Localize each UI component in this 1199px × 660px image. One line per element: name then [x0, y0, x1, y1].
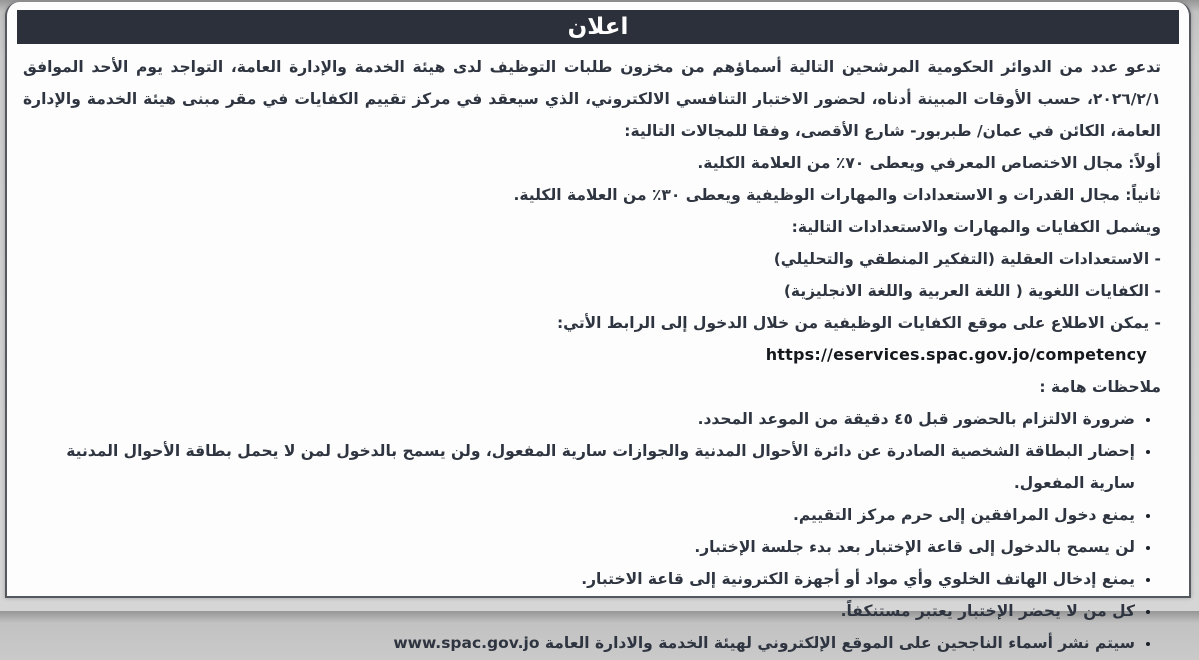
announcement-title: اعلان: [567, 14, 629, 40]
second-field-line: ثانياً: مجال القدرات و الاستعدادات والمهارات الوظيفية ويعطى ٣٠٪ من العلامة الكلية.: [513, 186, 1161, 204]
note-item: • يمنع إدخال الهاتف الخلوي وأي مواد أو أجهزة الكترونية إلى قاعة الاختبار.: [23, 563, 1135, 595]
note-item: • كل من لا يحضر الإختبار يعتبر مستنكفاً.: [23, 595, 1135, 627]
notes-heading: ملاحظات هامة :: [1039, 378, 1161, 396]
scanned-page: [5, 2, 1191, 652]
note-item: • إحضار البطاقة الشخصية الصادرة عن دائرة الأحوال المدنية والجوازات سارية المفعول، ولن يسمح بالدخول لمن لا يحمل بطاقة الأحوال المدنية سارية المفعول.: [23, 435, 1135, 499]
site-access-line: - يمكن الاطلاع على موقع الكفايات الوظيفية من خلال الدخول إلى الرابط الأتي:: [556, 314, 1161, 332]
announcement-banner: [17, 10, 1179, 44]
includes-line: ويشمل الكفايات والمهارات والاستعدادات التالية:: [791, 218, 1161, 236]
competency-url: https://eservices.spac.gov.jo/competency: [765, 345, 1147, 364]
mental-aptitudes-line: - الاستعدادات العقلية (التفكير المنطقي والتحليلي): [773, 250, 1161, 268]
note-item: • لن يسمح بالدخول إلى قاعة الإختبار بعد بدء جلسة الإختبار.: [23, 531, 1135, 563]
first-field-line: أولاً: مجال الاختصاص المعرفي ويعطى ٧٠٪ من العلامة الكلية.: [697, 154, 1161, 172]
note-item: • ضرورة الالتزام بالحضور قبل ٤٥ دقيقة من الموعد المحدد.: [23, 403, 1135, 435]
note-item: • يمنع دخول المرافقين إلى حرم مركز التقييم.: [23, 499, 1135, 531]
intro-paragraph: تدعو عدد من الدوائر الحكومية المرشحين التالية أسماؤهم من مخزون طلبات التوظيف لدى هيئة الخدمة والإدارة العامة، التواجد يوم الأحد الموافق ٢٠٢٦/٢/١، حسب الأوقات المبينة أدناه، لحضور الاختبار التنافسي الالكتروني، الذي سيعقد في مركز تقييم الكفايات في مقر مبنى هيئة الخدمة والإدارة العامة، الكائن في عمان/ طبربور- شارع الأقصى، وفقا للمجالات التالية:: [23, 58, 1161, 140]
note-item: • سيتم نشر أسماء الناجحين على الموقع الإلكتروني لهيئة الخدمة والادارة العامة www.spac.gov.jo: [23, 627, 1135, 659]
announcement-body: [7, 44, 1189, 659]
language-competencies-line: - الكفايات اللغوية ( اللغة العربية واللغة الانجليزية): [783, 282, 1161, 300]
notes-list: [23, 403, 1161, 659]
